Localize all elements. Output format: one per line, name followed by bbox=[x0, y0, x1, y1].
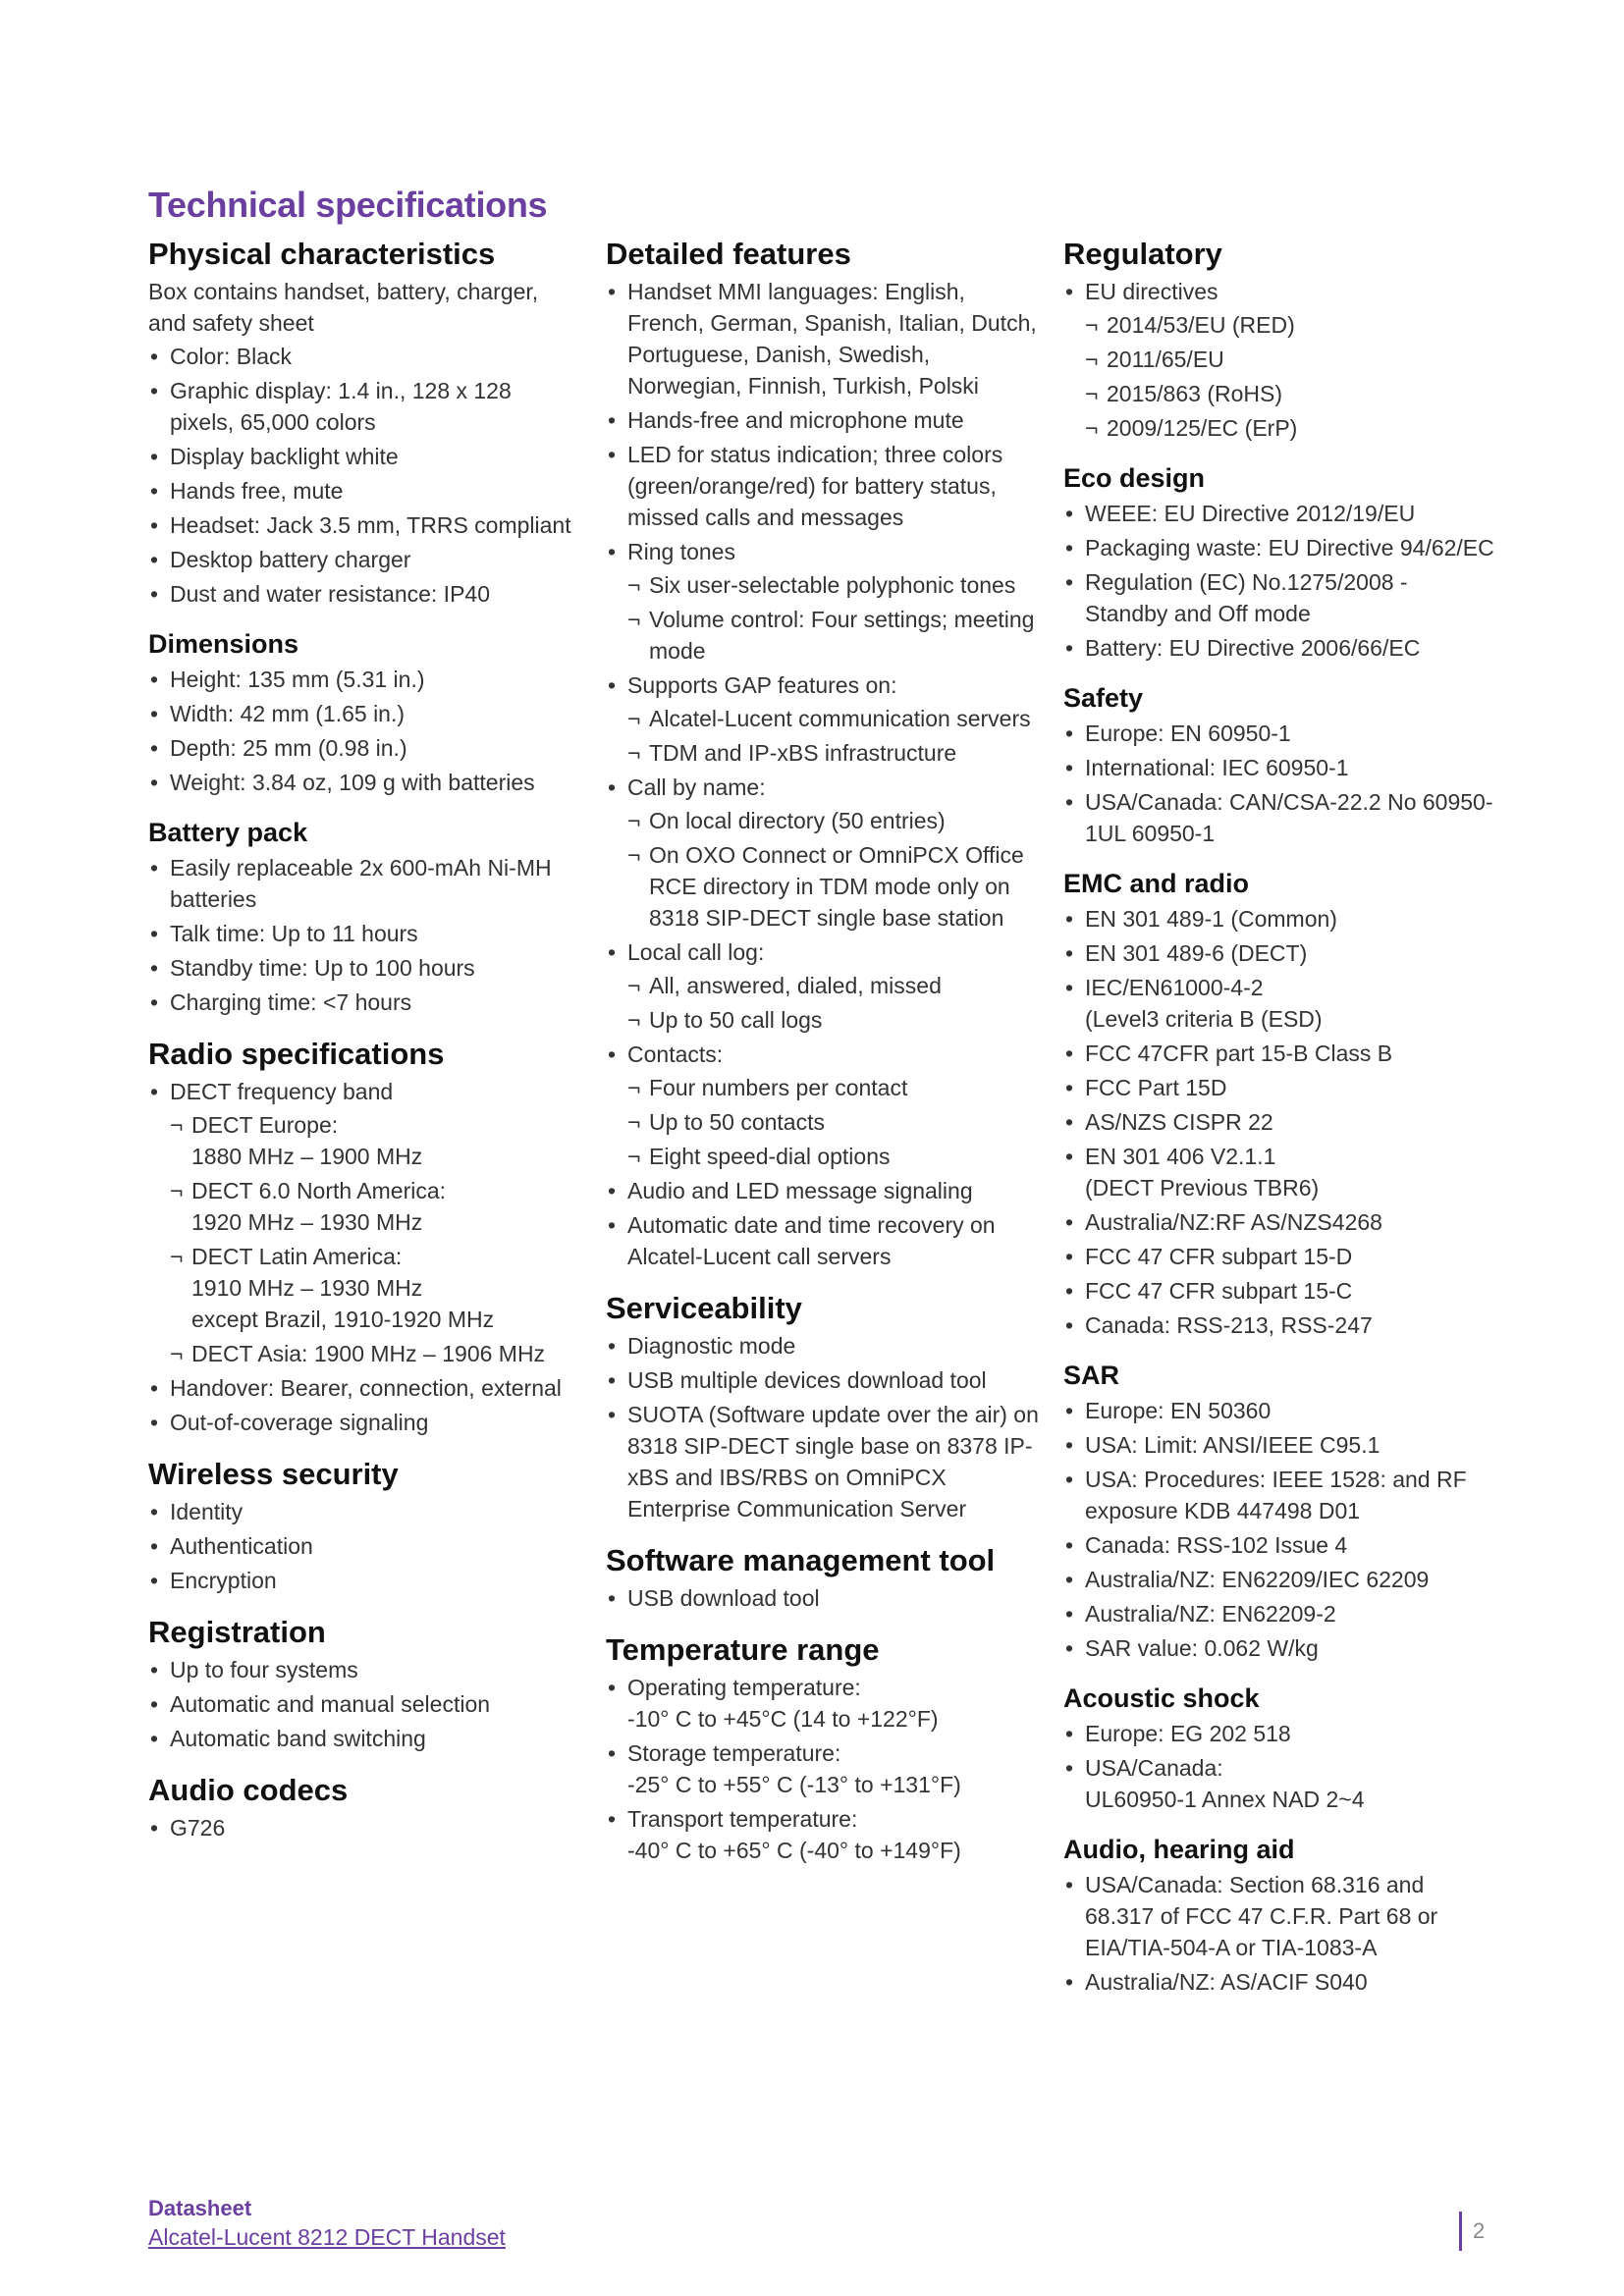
list-item-text: LED for status indication; three colors (green/orange/red) for battery status, missed calls and messages bbox=[627, 442, 1003, 530]
list-item-text: SUOTA (Software update over the air) on 8318 SIP-DECT single base on 8378 IP-xBS and IBS/RBS on OmniPCX Enterprise Communication Server bbox=[627, 1402, 1039, 1522]
sub-list-item bbox=[170, 1241, 580, 1335]
list-item-text: Handover: Bearer, connection, external bbox=[170, 1375, 562, 1401]
section-heading: EMC and radio bbox=[1063, 869, 1250, 898]
section-heading: Audio, hearing aid bbox=[1063, 1835, 1295, 1864]
list-item bbox=[606, 1364, 1043, 1396]
section-battery-pack bbox=[148, 816, 580, 1018]
section-wireless-security bbox=[148, 1456, 580, 1596]
list-item-text: International: IEC 60950-1 bbox=[1085, 755, 1349, 780]
text-line: ¬ TDM and IP-xBS infrastructure bbox=[649, 740, 957, 766]
list-item-text: Out-of-coverage signaling bbox=[170, 1410, 429, 1435]
section-audio-hearing-aid bbox=[1063, 1833, 1495, 1998]
text-line: ¬ 2014/53/EU (RED) bbox=[1107, 312, 1295, 338]
list-item bbox=[606, 669, 1043, 769]
section-heading: Serviceability bbox=[606, 1291, 802, 1325]
text-line: ¬ DECT Latin America: bbox=[191, 1244, 403, 1269]
list-item bbox=[1063, 1395, 1495, 1426]
list-item bbox=[148, 767, 580, 798]
sub-list bbox=[627, 703, 1043, 769]
section-heading: Audio codecs bbox=[148, 1773, 349, 1807]
list-item bbox=[1063, 1309, 1495, 1341]
list-item-text: SAR value: 0.062 W/kg bbox=[1085, 1635, 1319, 1661]
bullet-list bbox=[1063, 903, 1495, 1341]
text-line: (DECT Previous TBR6) bbox=[1085, 1175, 1320, 1201]
list-item bbox=[1063, 1072, 1495, 1103]
text-line: -10° C to +45°C (14 to +122°F) bbox=[627, 1706, 939, 1732]
list-item bbox=[148, 698, 580, 729]
section-registration bbox=[148, 1614, 580, 1754]
section-safety bbox=[1063, 681, 1495, 849]
list-item-text: Weight: 3.84 oz, 109 g with batteries bbox=[170, 770, 535, 795]
text-line: -40° C to +65° C (-40° to +149°F) bbox=[627, 1838, 961, 1863]
list-item bbox=[148, 1565, 580, 1596]
list-item bbox=[1063, 718, 1495, 749]
list-item bbox=[148, 952, 580, 984]
sub-list bbox=[627, 569, 1043, 667]
section-intro: Box contains handset, battery, charger, and safety sheet bbox=[148, 279, 539, 336]
sub-list-item bbox=[1085, 344, 1495, 375]
list-item-text: Hands-free and microphone mute bbox=[627, 407, 964, 433]
list-item-text: USB download tool bbox=[627, 1585, 820, 1611]
text-line: (Level3 criteria B (ESD) bbox=[1085, 1006, 1323, 1032]
text-line: ¬ All, answered, dialed, missed bbox=[649, 973, 942, 998]
list-item-text: EU directives bbox=[1085, 279, 1218, 304]
list-item-text: USB multiple devices download tool bbox=[627, 1367, 987, 1393]
list-item-text: Automatic band switching bbox=[170, 1726, 426, 1751]
sub-list-item bbox=[627, 1106, 1043, 1138]
list-item-text: Dust and water resistance: IP40 bbox=[170, 581, 490, 607]
list-item-text: Height: 135 mm (5.31 in.) bbox=[170, 667, 425, 692]
list-item-text: Hands free, mute bbox=[170, 478, 344, 504]
list-item-text: DECT frequency band bbox=[170, 1079, 394, 1104]
section-heading: Regulatory bbox=[1063, 237, 1222, 271]
list-item-text: Europe: EN 60950-1 bbox=[1085, 721, 1291, 746]
section-physical-characteristics bbox=[148, 236, 580, 610]
list-item-text: Identity bbox=[170, 1499, 244, 1524]
list-item bbox=[148, 1530, 580, 1562]
bullet-list bbox=[148, 1076, 580, 1438]
section-heading: Dimensions bbox=[148, 629, 299, 659]
list-item bbox=[606, 936, 1043, 1036]
text-line: • USA/Canada: bbox=[1085, 1755, 1223, 1781]
text-line: • EN 301 406 V2.1.1 bbox=[1085, 1144, 1276, 1169]
list-item-text: Encryption bbox=[170, 1568, 277, 1593]
page-number: 2 bbox=[1473, 2218, 1486, 2243]
text-line: ¬ 2011/65/EU bbox=[1107, 347, 1224, 372]
column-2 bbox=[606, 236, 1043, 1884]
list-item bbox=[148, 509, 580, 541]
bullet-list bbox=[606, 1672, 1043, 1866]
list-item bbox=[1063, 786, 1495, 849]
list-item bbox=[148, 544, 580, 575]
text-line: ¬ DECT Asia: 1900 MHz – 1906 MHz bbox=[191, 1341, 546, 1366]
list-item-text: Local call log: bbox=[627, 939, 765, 965]
section-heading: Radio specifications bbox=[148, 1037, 445, 1071]
bullet-list bbox=[1063, 498, 1495, 664]
text-line: • Storage temperature: bbox=[627, 1740, 841, 1766]
list-item bbox=[148, 1407, 580, 1438]
list-item bbox=[1063, 532, 1495, 563]
list-item bbox=[606, 1039, 1043, 1172]
bullet-list bbox=[148, 1812, 580, 1843]
list-item bbox=[1063, 1241, 1495, 1272]
list-item-text: Australia/NZ: EN62209-2 bbox=[1085, 1601, 1336, 1627]
section-regulatory bbox=[1063, 236, 1495, 444]
list-item-text: Supports GAP features on: bbox=[627, 672, 897, 698]
list-item-text: Diagnostic mode bbox=[627, 1333, 796, 1359]
sub-list bbox=[170, 1109, 580, 1369]
list-item-text: FCC 47CFR part 15-B Class B bbox=[1085, 1041, 1393, 1066]
list-item bbox=[148, 341, 580, 372]
bullet-list bbox=[1063, 1395, 1495, 1664]
list-item-text: Automatic date and time recovery on Alcatel-Lucent call servers bbox=[627, 1212, 996, 1269]
text-line: ¬ On local directory (50 entries) bbox=[649, 808, 946, 833]
section-sar bbox=[1063, 1359, 1495, 1664]
list-item-text: Desktop battery charger bbox=[170, 547, 411, 572]
sub-list-item bbox=[1085, 378, 1495, 409]
list-item-text: Canada: RSS-102 Issue 4 bbox=[1085, 1532, 1348, 1558]
section-heading: SAR bbox=[1063, 1361, 1120, 1390]
bullet-list bbox=[606, 1330, 1043, 1524]
list-item bbox=[148, 1496, 580, 1527]
list-item-text: Canada: RSS-213, RSS-247 bbox=[1085, 1312, 1373, 1338]
list-item-text: G726 bbox=[170, 1815, 226, 1841]
column-3 bbox=[1063, 236, 1495, 2015]
list-item bbox=[1063, 1275, 1495, 1307]
list-item-text: Australia/NZ: AS/ACIF S040 bbox=[1085, 1969, 1368, 1995]
section-audio-codecs bbox=[148, 1772, 580, 1843]
list-item bbox=[148, 852, 580, 915]
list-item bbox=[606, 1209, 1043, 1272]
section-detailed-features bbox=[606, 236, 1043, 1272]
list-item bbox=[148, 918, 580, 949]
sub-list-item bbox=[170, 1175, 580, 1238]
bullet-list bbox=[148, 1496, 580, 1596]
list-item bbox=[606, 439, 1043, 533]
list-item-text: Easily replaceable 2x 600-mAh Ni-MH batteries bbox=[170, 855, 552, 912]
section-software-management-tool bbox=[606, 1542, 1043, 1614]
list-item bbox=[1063, 972, 1495, 1035]
sub-list-item bbox=[627, 1004, 1043, 1036]
list-item bbox=[606, 1399, 1043, 1524]
list-item-text: Call by name: bbox=[627, 774, 766, 800]
sub-list-item bbox=[627, 1072, 1043, 1103]
bullet-list bbox=[148, 664, 580, 798]
bullet-list bbox=[148, 341, 580, 610]
section-heading: Acoustic shock bbox=[1063, 1683, 1260, 1713]
list-item bbox=[1063, 903, 1495, 934]
text-line: 1920 MHz – 1930 MHz bbox=[191, 1209, 423, 1235]
list-item bbox=[148, 578, 580, 610]
text-line: ¬ Up to 50 call logs bbox=[649, 1007, 823, 1033]
text-line: • Transport temperature: bbox=[627, 1806, 858, 1832]
list-item-text: Audio and LED message signaling bbox=[627, 1178, 973, 1203]
list-item-text: Authentication bbox=[170, 1533, 313, 1559]
list-item bbox=[1063, 1718, 1495, 1749]
sub-list-item bbox=[627, 805, 1043, 836]
list-item bbox=[606, 1330, 1043, 1362]
list-item bbox=[148, 441, 580, 472]
list-item-text: Packaging waste: EU Directive 94/62/EC bbox=[1085, 535, 1494, 561]
list-item-text: Australia/NZ:RF AS/NZS4268 bbox=[1085, 1209, 1382, 1235]
sub-list-item bbox=[170, 1338, 580, 1369]
list-item bbox=[1063, 1869, 1495, 1963]
sub-list-item bbox=[627, 737, 1043, 769]
bullet-list bbox=[1063, 1718, 1495, 1815]
text-line: 1910 MHz – 1930 MHz bbox=[191, 1275, 423, 1301]
sub-list-item bbox=[627, 703, 1043, 734]
list-item-text: Ring tones bbox=[627, 539, 735, 564]
text-line: UL60950-1 Annex NAD 2~4 bbox=[1085, 1787, 1365, 1812]
text-line: except Brazil, 1910-1920 MHz bbox=[191, 1307, 495, 1332]
sub-list-item bbox=[627, 604, 1043, 667]
sub-list-item bbox=[627, 839, 1043, 934]
list-item bbox=[1063, 1464, 1495, 1526]
text-line: 1880 MHz – 1900 MHz bbox=[191, 1144, 423, 1169]
section-heading: Battery pack bbox=[148, 818, 308, 847]
list-item-text: Graphic display: 1.4 in., 128 x 128 pixels, 65,000 colors bbox=[170, 378, 512, 435]
list-item-text: Width: 42 mm (1.65 in.) bbox=[170, 701, 406, 726]
list-item bbox=[148, 1812, 580, 1843]
section-emc-and-radio bbox=[1063, 867, 1495, 1341]
list-item-text: Battery: EU Directive 2006/66/EC bbox=[1085, 635, 1421, 661]
list-item bbox=[606, 1803, 1043, 1866]
list-item bbox=[148, 1654, 580, 1685]
sub-list-item bbox=[627, 970, 1043, 1001]
section-radio-specifications bbox=[148, 1036, 580, 1438]
list-item-text: Standby time: Up to 100 hours bbox=[170, 955, 475, 981]
list-item-text: Charging time: <7 hours bbox=[170, 989, 412, 1015]
list-item bbox=[606, 276, 1043, 401]
section-eco-design bbox=[1063, 461, 1495, 664]
list-item bbox=[148, 1372, 580, 1404]
list-item bbox=[148, 475, 580, 507]
bullet-list bbox=[1063, 718, 1495, 849]
text-line: ¬ Volume control: Four settings; meeting mode bbox=[649, 607, 1035, 664]
page-title: Technical specifications bbox=[148, 185, 548, 225]
list-item-text: FCC 47 CFR subpart 15-C bbox=[1085, 1278, 1353, 1304]
bullet-list bbox=[1063, 1869, 1495, 1998]
list-item-text: Europe: EN 50360 bbox=[1085, 1398, 1272, 1423]
list-item-text: Display backlight white bbox=[170, 444, 399, 469]
list-item-text: Handset MMI languages: English, French, German, Spanish, Italian, Dutch, Portuguese, Danish, Swedish, Norwegian, Finnish, Turkish, Polski bbox=[627, 279, 1037, 399]
page-number-divider bbox=[1459, 2212, 1462, 2251]
list-item bbox=[1063, 1206, 1495, 1238]
list-item bbox=[606, 1582, 1043, 1614]
sub-list bbox=[1085, 309, 1495, 444]
text-line: ¬ 2009/125/EC (ErP) bbox=[1107, 415, 1298, 441]
text-line: -25° C to +55° C (-13° to +131°F) bbox=[627, 1772, 961, 1797]
bullet-list bbox=[148, 1654, 580, 1754]
list-item-text: FCC Part 15D bbox=[1085, 1075, 1227, 1100]
list-item-text: Depth: 25 mm (0.98 in.) bbox=[170, 735, 407, 761]
list-item bbox=[1063, 1529, 1495, 1561]
text-line: ¬ Four numbers per contact bbox=[649, 1075, 908, 1100]
footer-product-link[interactable]: Alcatel-Lucent 8212 DECT Handset bbox=[148, 2224, 506, 2250]
section-heading: Detailed features bbox=[606, 237, 851, 271]
sub-list bbox=[627, 1072, 1043, 1172]
section-heading: Software management tool bbox=[606, 1543, 996, 1577]
list-item bbox=[1063, 1141, 1495, 1203]
list-item-text: Up to four systems bbox=[170, 1657, 358, 1682]
list-item-text: FCC 47 CFR subpart 15-D bbox=[1085, 1244, 1353, 1269]
list-item bbox=[148, 732, 580, 764]
list-item bbox=[1063, 1598, 1495, 1629]
text-line: ¬ Up to 50 contacts bbox=[649, 1109, 825, 1135]
text-line: ¬ 2015/863 (RoHS) bbox=[1107, 381, 1282, 406]
list-item-text: EN 301 489-6 (DECT) bbox=[1085, 940, 1308, 966]
list-item bbox=[1063, 1966, 1495, 1998]
section-serviceability bbox=[606, 1290, 1043, 1524]
sub-list-item bbox=[627, 569, 1043, 601]
list-item-text: USA: Limit: ANSI/IEEE C95.1 bbox=[1085, 1432, 1380, 1458]
list-item bbox=[606, 772, 1043, 934]
list-item bbox=[1063, 632, 1495, 664]
list-item bbox=[148, 664, 580, 695]
text-line: ¬ Alcatel-Lucent communication servers bbox=[649, 706, 1031, 731]
text-line: ¬ Six user-selectable polyphonic tones bbox=[649, 572, 1016, 598]
section-dimensions bbox=[148, 627, 580, 798]
bullet-list bbox=[148, 852, 580, 1018]
list-item bbox=[606, 1737, 1043, 1800]
text-line: • IEC/EN61000-4-2 bbox=[1085, 975, 1264, 1000]
list-item bbox=[1063, 276, 1495, 444]
text-line: ¬ Eight speed-dial options bbox=[649, 1144, 891, 1169]
sub-list-item bbox=[1085, 412, 1495, 444]
list-item-text: USA: Procedures: IEEE 1528: and RF exposure KDB 447498 D01 bbox=[1085, 1467, 1467, 1523]
section-heading: Temperature range bbox=[606, 1632, 880, 1667]
list-item bbox=[148, 987, 580, 1018]
list-item bbox=[606, 1175, 1043, 1206]
list-item-text: EN 301 489-1 (Common) bbox=[1085, 906, 1337, 932]
list-item-text: WEEE: EU Directive 2012/19/EU bbox=[1085, 501, 1416, 526]
list-item bbox=[606, 1672, 1043, 1735]
list-item bbox=[1063, 1564, 1495, 1595]
bullet-list bbox=[606, 1582, 1043, 1614]
text-line: ¬ On OXO Connect or OmniPCX Office RCE directory in TDM mode only on 8318 SIP-DECT single base station bbox=[649, 842, 1024, 931]
list-item bbox=[1063, 1106, 1495, 1138]
list-item-text: Talk time: Up to 11 hours bbox=[170, 921, 418, 946]
list-item bbox=[1063, 498, 1495, 529]
section-heading: Physical characteristics bbox=[148, 237, 496, 271]
list-item-text: Europe: EG 202 518 bbox=[1085, 1721, 1291, 1746]
list-item bbox=[606, 404, 1043, 436]
list-item bbox=[606, 536, 1043, 667]
column-1 bbox=[148, 236, 580, 1861]
list-item-text: Australia/NZ: EN62209/IEC 62209 bbox=[1085, 1567, 1430, 1592]
sub-list-item bbox=[170, 1109, 580, 1172]
list-item bbox=[1063, 1038, 1495, 1069]
list-item bbox=[148, 1076, 580, 1369]
list-item bbox=[148, 375, 580, 438]
sub-list-item bbox=[627, 1141, 1043, 1172]
list-item bbox=[1063, 566, 1495, 629]
list-item bbox=[1063, 937, 1495, 969]
list-item bbox=[1063, 1752, 1495, 1815]
section-heading: Safety bbox=[1063, 683, 1144, 713]
bullet-list bbox=[1063, 276, 1495, 444]
bullet-list bbox=[606, 276, 1043, 1272]
section-heading: Wireless security bbox=[148, 1457, 399, 1491]
list-item-text: Automatic and manual selection bbox=[170, 1691, 491, 1717]
sub-list-item bbox=[1085, 309, 1495, 341]
text-line: • Operating temperature: bbox=[627, 1675, 861, 1700]
text-line: ¬ DECT 6.0 North America: bbox=[191, 1178, 447, 1203]
section-temperature-range bbox=[606, 1631, 1043, 1866]
section-acoustic-shock bbox=[1063, 1682, 1495, 1815]
list-item-text: AS/NZS CISPR 22 bbox=[1085, 1109, 1273, 1135]
list-item-text: Color: Black bbox=[170, 344, 292, 369]
list-item bbox=[148, 1688, 580, 1720]
section-heading: Registration bbox=[148, 1615, 326, 1649]
list-item-text: Contacts: bbox=[627, 1041, 724, 1067]
sub-list bbox=[627, 805, 1043, 934]
list-item-text: Headset: Jack 3.5 mm, TRRS compliant bbox=[170, 512, 571, 538]
sub-list bbox=[627, 970, 1043, 1036]
list-item bbox=[1063, 1632, 1495, 1664]
footer-doc-type: Datasheet bbox=[148, 2196, 252, 2220]
list-item-text: USA/Canada: CAN/CSA-22.2 No 60950-1UL 60950-1 bbox=[1085, 789, 1493, 846]
list-item bbox=[148, 1723, 580, 1754]
list-item bbox=[1063, 752, 1495, 783]
section-heading: Eco design bbox=[1063, 463, 1206, 493]
text-line: ¬ DECT Europe: bbox=[191, 1112, 339, 1138]
list-item-text: USA/Canada: Section 68.316 and 68.317 of FCC 47 C.F.R. Part 68 or EIA/TIA-504-A or TIA-1083-A bbox=[1085, 1872, 1438, 1960]
list-item-text: Regulation (EC) No.1275/2008 - Standby and Off mode bbox=[1085, 569, 1408, 626]
list-item bbox=[1063, 1429, 1495, 1461]
